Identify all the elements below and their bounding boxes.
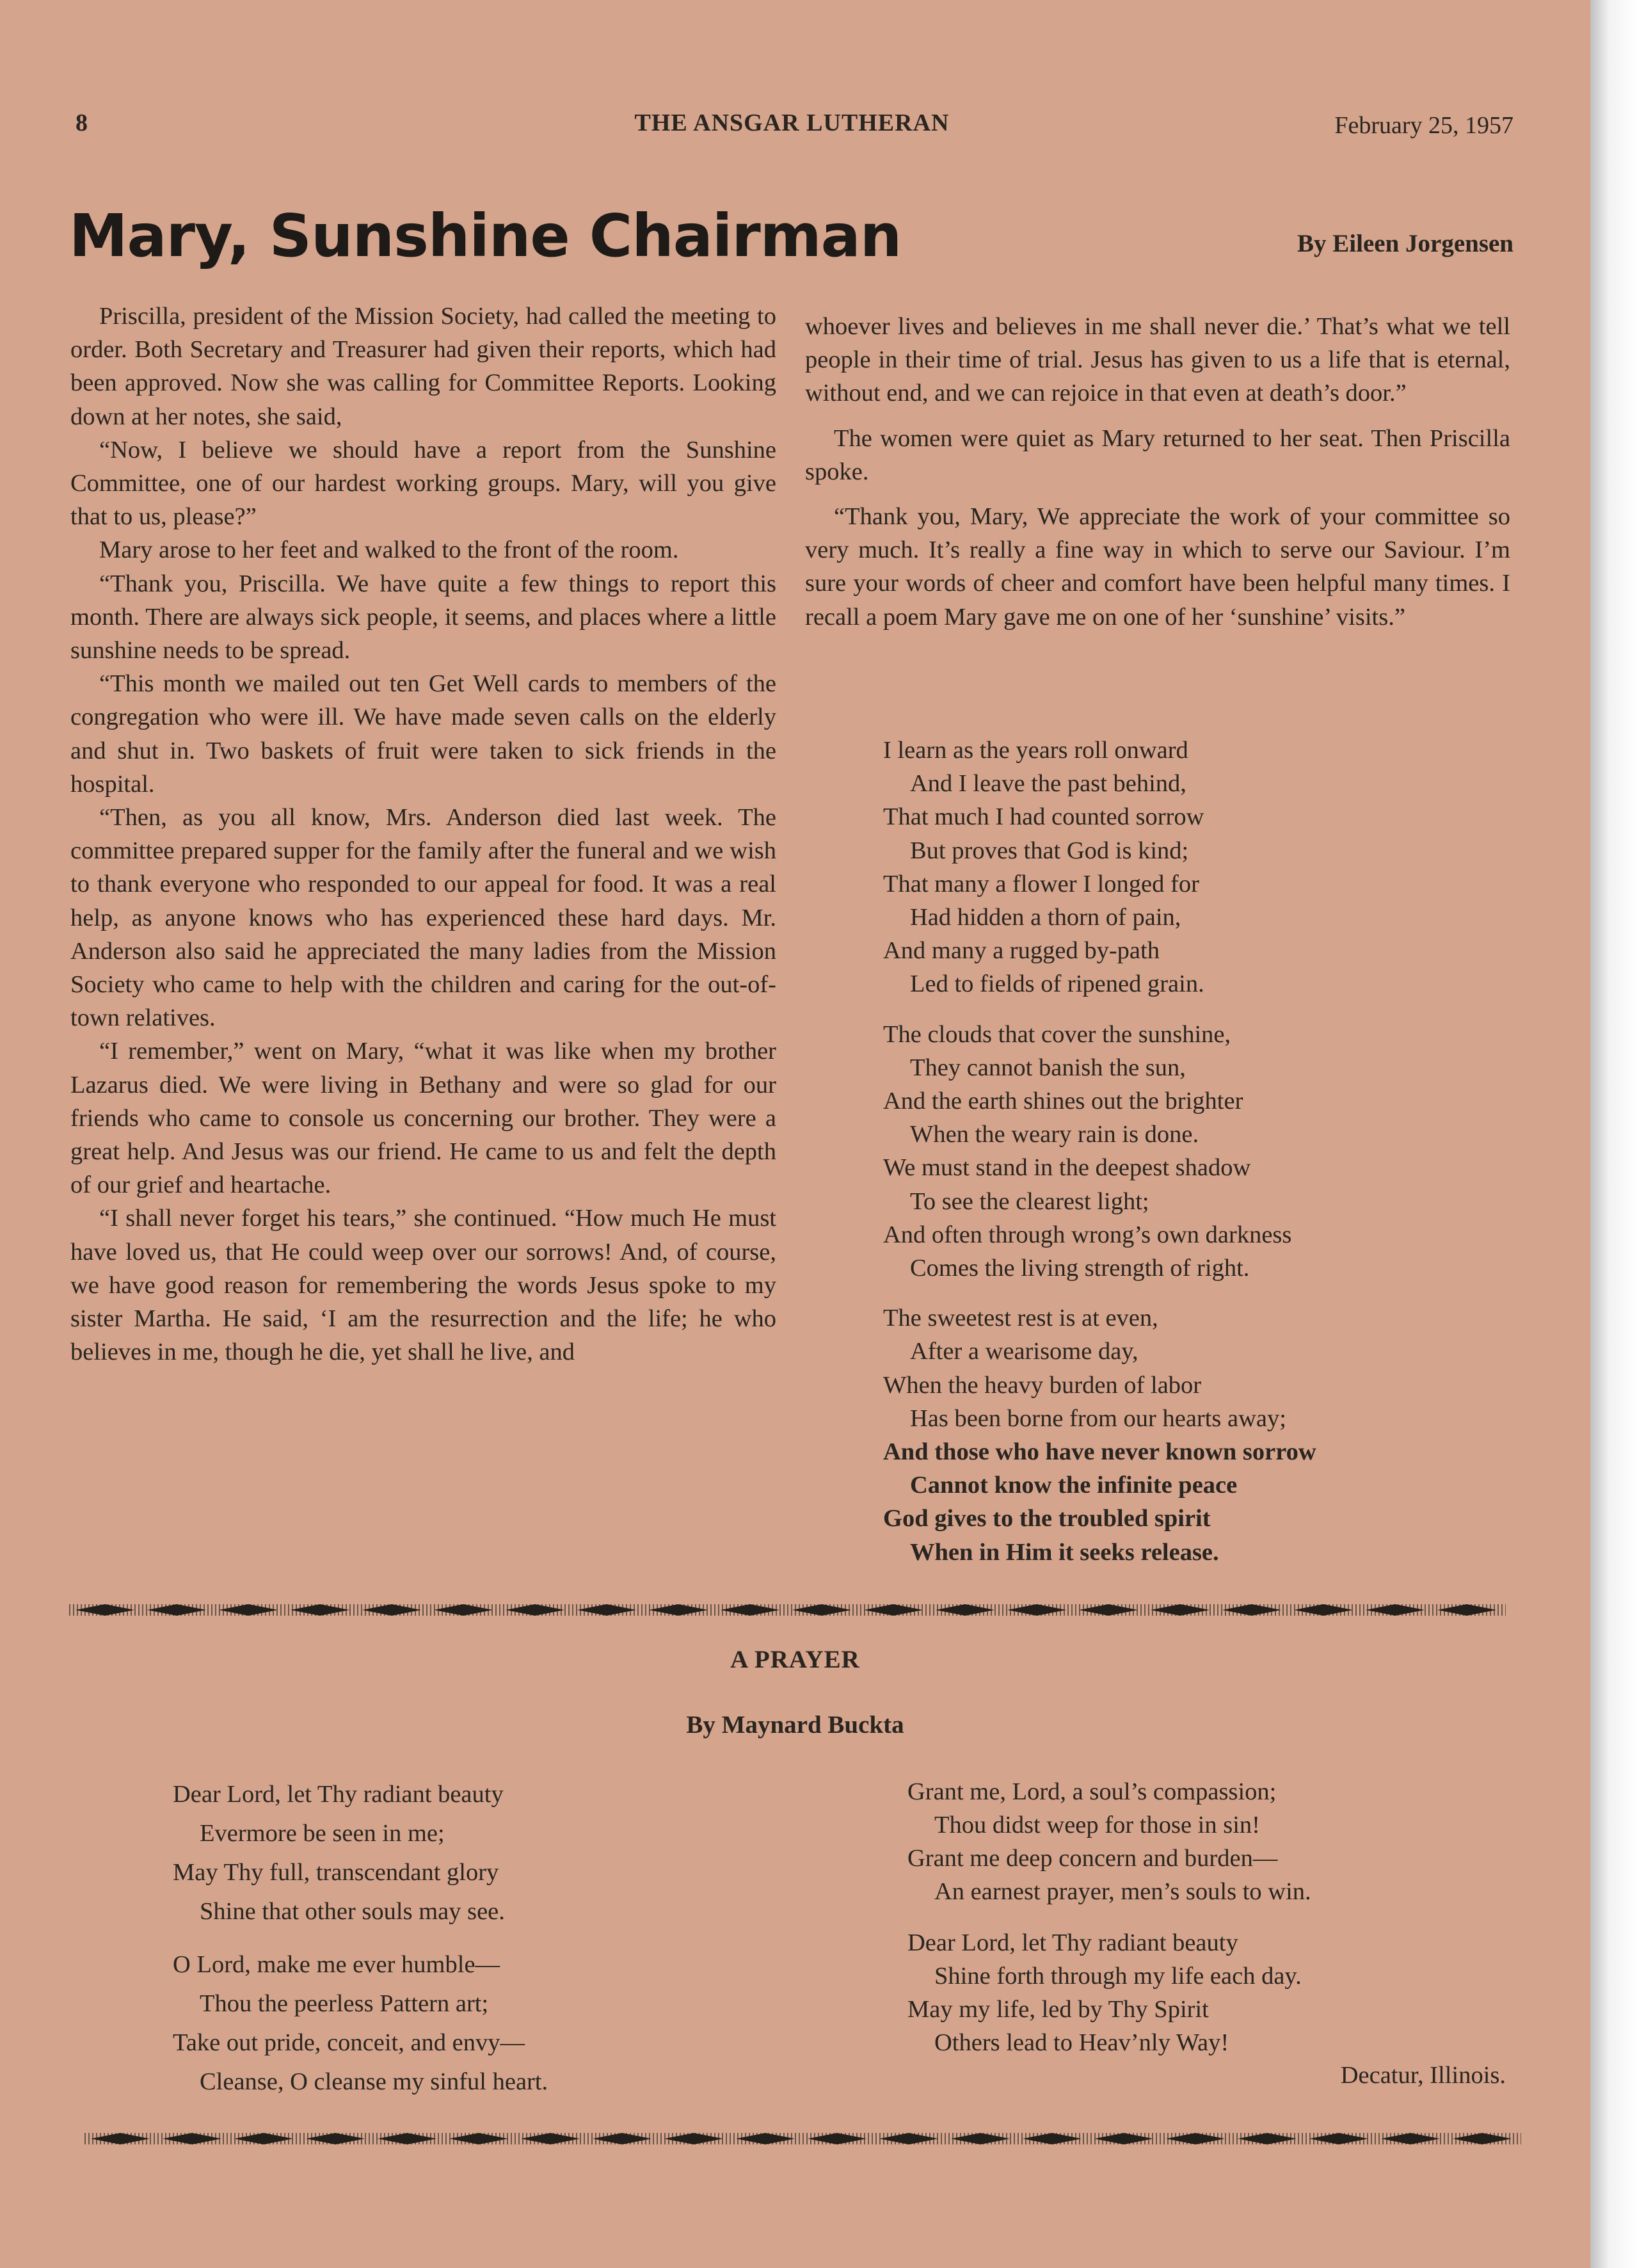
poem-line: May my life, led by Thy Spirit	[907, 1996, 1209, 2023]
article-title: Mary, Sunshine Chairman	[69, 202, 902, 270]
poem-stanza	[883, 1018, 1316, 1285]
scan-margin	[1590, 0, 1637, 2268]
paragraph: “Thank you, Mary, We appreciate the work of your committee so very much. It’s really a fine way in which to serve our Saviour. I’m sure your words of cheer and comfort have been helpful many times. I recall a poem Mary gave me on one of her ‘sunshine’ visits.”	[805, 503, 1510, 631]
poem-line: And the earth shines out the brighter	[883, 1088, 1243, 1115]
poem-line: Shine that other souls may see.	[200, 1898, 505, 1925]
poem-stanza	[883, 734, 1316, 1001]
paragraph: “This month we mailed out ten Get Well cards to members of the congregation who were ill. We have made seven calls on the elderly and shut in. Two baskets of fruit were taken to sick friends in the hospital.	[70, 670, 776, 798]
poem-line: Cleanse, O cleanse my sinful heart.	[200, 2068, 548, 2095]
poem-line: Dear Lord, let Thy radiant beauty	[173, 1781, 504, 1808]
poem-line: An earnest prayer, men’s souls to win.	[934, 1878, 1311, 1905]
poem-line: The clouds that cover the sunshine,	[883, 1020, 1231, 1048]
poem-line: And often through wrong’s own darkness	[883, 1221, 1292, 1248]
poem-line: Cannot know the infinite peace	[910, 1472, 1238, 1499]
paragraph: “I remember,” went on Mary, “what it was like when my brother Lazarus died. We were living in Bethany and were so glad for our friends who came to console us concerning our brother. They were a great help. And Jesus was our friend. He came to us and felt the depth of our grief and heartache.	[70, 1038, 776, 1199]
poem-line: Grant me deep concern and burden—	[907, 1845, 1278, 1872]
paragraph: “Now, I believe we should have a report from the Sunshine Committee, one of our hardest working groups. Mary, will you give that to us, please?”	[70, 436, 776, 531]
poem-line: Comes the living strength of right.	[910, 1255, 1250, 1282]
poem-line: To see the clearest light;	[910, 1187, 1149, 1215]
poem-line: Evermore be seen in me;	[200, 1820, 445, 1847]
poem-line: They cannot banish the sun,	[910, 1054, 1186, 1081]
page-number: 8	[76, 109, 88, 136]
prayer-title: A PRAYER	[730, 1646, 860, 1673]
poem-line: After a wearisome day,	[910, 1338, 1138, 1365]
poem-line: That many a flower I longed for	[883, 870, 1199, 897]
poem-line: And those who have never known sorrow	[883, 1438, 1316, 1466]
prayer-location: Decatur, Illinois.	[1340, 2062, 1506, 2089]
ornamental-divider	[69, 1600, 1506, 1620]
issue-date: February 25, 1957	[1334, 112, 1513, 139]
poem-line: And I leave the past behind,	[910, 770, 1186, 798]
poem-stanza	[883, 1301, 1316, 1569]
poem-line: Has been borne from our hearts away;	[910, 1404, 1286, 1432]
poem-line: May Thy full, transcendant glory	[173, 1859, 499, 1886]
poem-line: Thou the peerless Pattern art;	[200, 1990, 489, 2017]
prayer-left-column	[173, 1775, 548, 2116]
poem-line: Take out pride, conceit, and envy—	[173, 2029, 525, 2056]
paragraph: The women were quiet as Mary returned to her seat. Then Priscilla spoke.	[805, 424, 1510, 485]
poem-line: Dear Lord, let Thy radiant beauty	[907, 1929, 1238, 1956]
poem-stanza	[907, 1775, 1311, 1908]
poem-line: We must stand in the deepest shadow	[883, 1154, 1251, 1182]
poem-line: I learn as the years roll onward	[883, 737, 1188, 764]
poem-line: And many a rugged by-path	[883, 937, 1160, 965]
poem-line: God gives to the troubled spirit	[883, 1505, 1211, 1532]
poem-line: But proves that God is kind;	[910, 837, 1189, 864]
prayer-right-column	[907, 1775, 1311, 2077]
page-header	[70, 109, 1513, 147]
poem-line: The sweetest rest is at even,	[883, 1305, 1158, 1332]
paragraph: Mary arose to her feet and walked to the front of the room.	[99, 536, 679, 564]
paragraph: Priscilla, president of the Mission Society, had called the meeting to order. Both Secretary and Treasurer had given their reports, which had been approved. Now she was calling for Committee Reports. Looking down at her notes, she said,	[70, 303, 776, 430]
poem-line: O Lord, make me ever humble—	[173, 1951, 500, 1978]
poem-line: Shine forth through my life each day.	[934, 1963, 1302, 1990]
poem-stanza	[173, 1945, 548, 2102]
paragraph: “Thank you, Priscilla. We have quite a few things to report this month. There are always sick people, it seems, and places where a little sunshine needs to be spread.	[70, 570, 776, 664]
poem-line: Had hidden a thorn of pain,	[910, 904, 1181, 931]
paragraph: whoever lives and believes in me shall never die.’ That’s what we tell people in their time of trial. Jesus has given to us a life that is eternal, without end, and we can rejoice in that even at death’s door.”	[805, 313, 1510, 407]
paragraph: “Then, as you all know, Mrs. Anderson died last week. The committee prepared supper for the family after the funeral and we wish to thank everyone who responded to our appeal for food. It was a real help, as anyone knows who has experienced these hard days. Mr. Anderson also said he appreciated the many ladies from the Mission Society who came to help with the children and caring for the out-of-town relatives.	[70, 804, 776, 1032]
poem-stanza	[173, 1775, 548, 1931]
article-column-2	[805, 310, 1510, 634]
poem-stanza	[907, 1926, 1311, 2059]
article-byline: By Eileen Jorgensen	[1297, 230, 1513, 257]
prayer-byline: By Maynard Buckta	[686, 1711, 904, 1739]
article-column-1	[70, 300, 776, 1369]
poem-line: Grant me, Lord, a soul’s compassion;	[907, 1778, 1277, 1805]
poem-line: Others lead to Heav’nly Way!	[934, 2029, 1229, 2056]
poem-line: When the weary rain is done.	[910, 1121, 1199, 1148]
poem-line: When the heavy burden of labor	[883, 1371, 1202, 1399]
article-poem	[883, 734, 1316, 1586]
poem-line: Thou didst weep for those in sin!	[934, 1812, 1260, 1838]
poem-line: Led to fields of ripened grain.	[910, 970, 1204, 998]
poem-line: When in Him it seeks release.	[910, 1538, 1219, 1566]
poem-line: That much I had counted sorrow	[883, 803, 1204, 831]
publication-name: THE ANSGAR LUTHERAN	[634, 109, 950, 136]
paragraph: “I shall never forget his tears,” she continued. “How much He must have loved us, that He could weep over our sorrows! And, of course, we have good reason for remembering the words Jesus spoke to my sister Martha. He said, ‘I am the resurrection and the life; he who believes in me, though he die, yet shall he live, and	[70, 1205, 776, 1366]
ornamental-divider	[84, 2129, 1521, 2148]
